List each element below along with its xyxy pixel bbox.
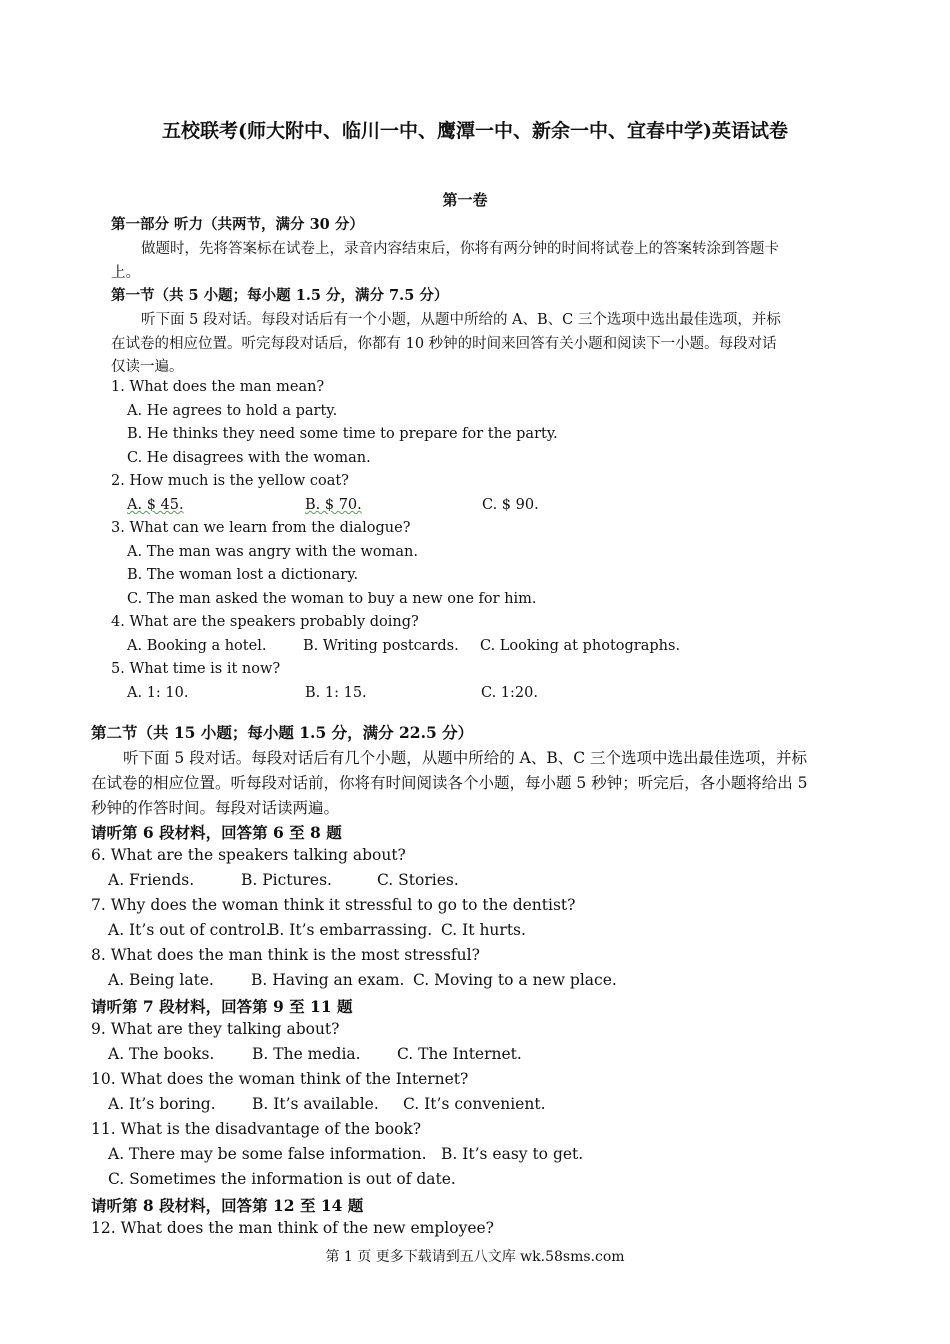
option-8a: A. Being late. — [108, 971, 214, 989]
option-11b: B. It’s easy to get. — [441, 1145, 584, 1163]
question-5: 5. What time is it now? — [111, 661, 281, 677]
page-footer: 第 1 页 更多下载请到五八文库 wk.58sms.com — [325, 1249, 625, 1265]
option-4a: A. Booking a hotel. — [127, 638, 267, 654]
question-2: 2. How much is the yellow coat? — [111, 473, 349, 489]
option-6c: C. Stories. — [377, 871, 459, 889]
option-1c: C. He disagrees with the woman. — [127, 450, 371, 466]
option-8b: B. Having an exam. — [251, 971, 405, 989]
option-3b: B. The woman lost a dictionary. — [127, 567, 359, 583]
option-5a: A. 1: 10. — [127, 685, 189, 701]
option-5b: B. 1: 15. — [305, 685, 367, 701]
option-2c: C. $ 90. — [482, 497, 539, 513]
part1-heading: 第一部分 听力（共两节，满分 30 分） — [111, 216, 364, 233]
section2-heading: 第二节（共 15 小题；每小题 1.5 分，满分 22.5 分） — [91, 723, 474, 742]
question-9: 9. What are they talking about? — [91, 1020, 340, 1038]
option-11a: A. There may be some false information. — [108, 1145, 427, 1163]
option-2b: B. $ 70. — [305, 497, 362, 513]
question-6: 6. What are the speakers talking about? — [91, 846, 406, 864]
option-10b: B. It’s available. — [252, 1095, 379, 1113]
part1-instruction: 做题时，先将答案标在试卷上，录音内容结束后，你将有两分钟的时间将试卷上的答案转涂到答题卡 — [141, 241, 779, 257]
option-10a: A. It’s boring. — [108, 1095, 216, 1113]
option-9c: C. The Internet. — [397, 1045, 522, 1063]
option-1b: B. He thinks they need some time to prepare for the party. — [127, 426, 558, 442]
option-7c: C. It hurts. — [441, 921, 526, 939]
section1-instruction-end: 仅读一遍。 — [111, 359, 184, 375]
option-6a: A. Friends. — [108, 871, 195, 889]
question-8: 8. What does the man think is the most stressful? — [91, 946, 480, 964]
exam-title: 五校联考(师大附中、临川一中、鹰潭一中、新余一中、宜春中学)英语试卷 — [162, 120, 788, 142]
option-3c: C. The man asked the woman to buy a new one for him. — [127, 591, 537, 607]
question-11: 11. What is the disadvantage of the book? — [91, 1120, 422, 1138]
question-10: 10. What does the woman think of the Internet? — [91, 1070, 469, 1088]
option-2a: A. $ 45. — [127, 497, 184, 513]
option-3a: A. The man was angry with the woman. — [127, 544, 418, 560]
question-12: 12. What does the man think of the new employee? — [91, 1219, 494, 1237]
section2-instruction-cont: 在试卷的相应位置。听每段对话前，你将有时间阅读各个小题，每小题 5 秒钟；听完后，各小题将给出 5 — [91, 774, 808, 792]
section2-instruction: 听下面 5 段对话。每段对话后有几个小题，从题中所给的 A、B、C 三个选项中选出最佳选项，并标 — [123, 749, 808, 767]
option-8c: C. Moving to a new place. — [413, 971, 617, 989]
section1-instruction: 听下面 5 段对话。每段对话后有一个小题，从题中所给的 A、B、C 三个选项中选出最佳选项，并标 — [141, 312, 781, 328]
option-1a: A. He agrees to hold a party. — [127, 403, 338, 419]
option-7b: B. It’s embarrassing. — [268, 921, 433, 939]
option-4c: C. Looking at photographs. — [480, 638, 681, 654]
option-10c: C. It’s convenient. — [403, 1095, 546, 1113]
material-8-heading: 请听第 8 段材料，回答第 12 至 14 题 — [91, 1196, 364, 1215]
material-7-heading: 请听第 7 段材料，回答第 9 至 11 题 — [91, 997, 353, 1016]
option-5c: C. 1:20. — [481, 685, 538, 701]
option-11c: C. Sometimes the information is out of date. — [108, 1170, 456, 1188]
volume-heading: 第一卷 — [442, 191, 488, 209]
part1-instruction-cont: 上。 — [111, 265, 140, 281]
question-7: 7. Why does the woman think it stressful to go to the dentist? — [91, 896, 576, 914]
option-4b: B. Writing postcards. — [303, 638, 459, 654]
material-6-heading: 请听第 6 段材料，回答第 6 至 8 题 — [91, 823, 342, 842]
option-7a: A. It’s out of control. — [108, 921, 271, 939]
question-1: 1. What does the man mean? — [111, 379, 325, 395]
option-9a: A. The books. — [108, 1045, 215, 1063]
question-4: 4. What are the speakers probably doing? — [111, 614, 419, 630]
option-6b: B. Pictures. — [241, 871, 332, 889]
option-9b: B. The media. — [252, 1045, 361, 1063]
section2-instruction-end: 秒钟的作答时间。每段对话读两遍。 — [91, 799, 340, 817]
question-3: 3. What can we learn from the dialogue? — [111, 520, 411, 536]
section1-instruction-cont: 在试卷的相应位置。听完每段对话后，你都有 10 秒钟的时间来回答有关小题和阅读下一小题。每段对话 — [111, 336, 777, 352]
section1-heading: 第一节（共 5 小题；每小题 1.5 分，满分 7.5 分） — [111, 287, 449, 304]
